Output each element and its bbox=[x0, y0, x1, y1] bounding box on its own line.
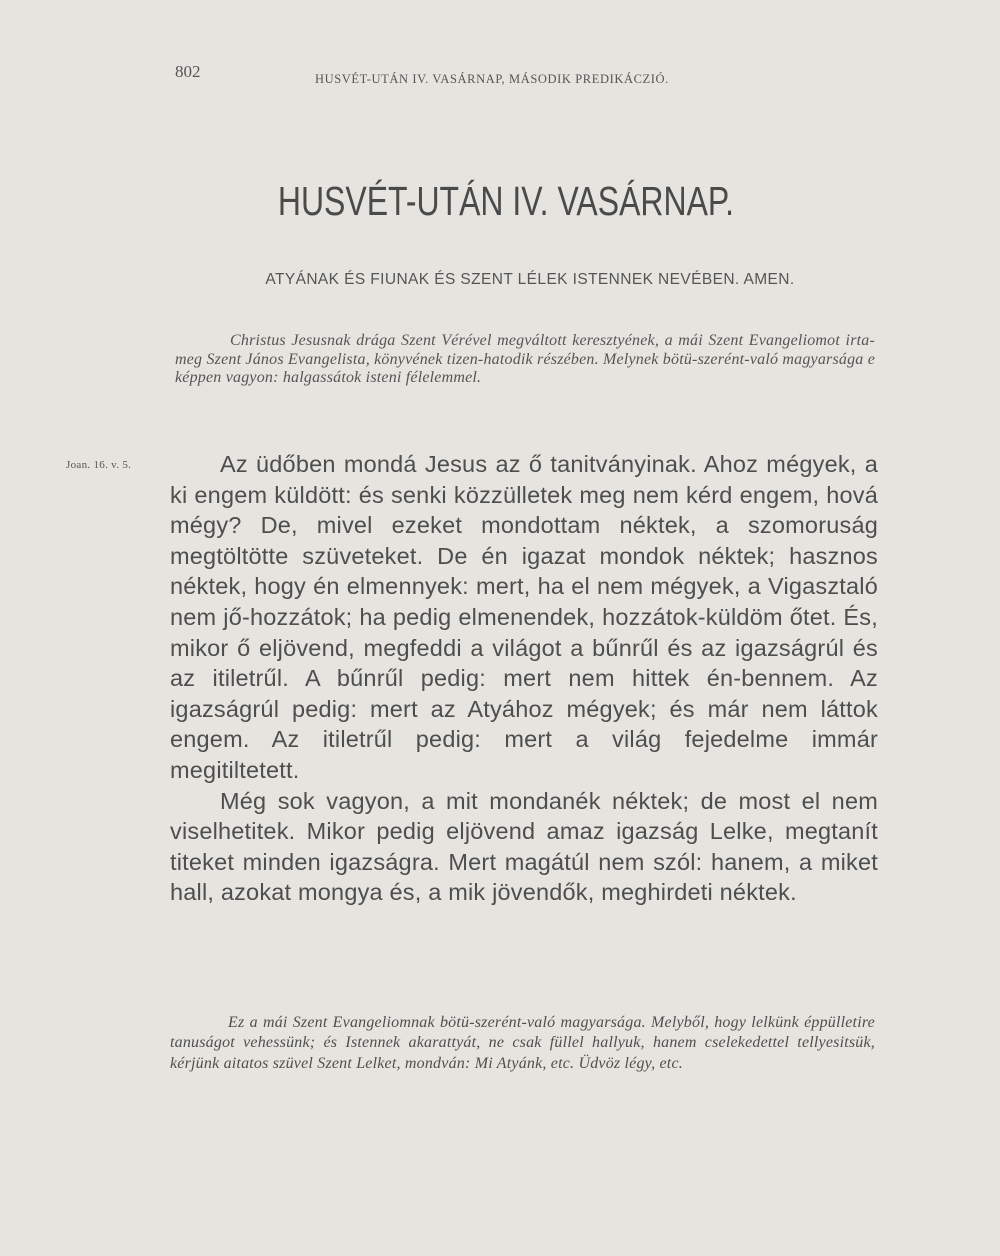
closing-paragraph: Ez a mái Szent Evangeliomnak bötü-szerént-való magyarsága. Melyből, hogy lelkünk éppülletire tanuságot vehessünk; és Istennek akarattyát, ne csak füllel hallyuk, hanem cselekedettel tellyesitsük, kérjünk aitatos szüvel Szent Lelket, mondván: Mi Atyánk, etc. Üdvöz légy, etc. bbox=[170, 1014, 875, 1072]
gospel-paragraph-1: Az üdőben mondá Jesus az ő tanitványinak. Ahoz mégyek, a ki engem küldött: és senki közzülletek meg nem kérd engem, hová mégy? De, mivel ezeket mondottam néktek, a szomoruság megtöltötte szüveteket. De én igazat mondok néktek; hasznos néktek, hogy én elmennyek: mert, ha el nem mégyek, a Vigasztaló nem jő-hozzátok; ha pedig elmenendek, hozzátok-küldöm őtet. És, mikor ő eljövend, megfeddi a világot a bűnrűl és az igazságrúl és az itiletrűl. A bűnrűl pedig: mert nem hittek én-bennem. Az igazságrúl pedig: mert az Atyához mégyek; és már nem láttok engem. Az itiletrűl pedig: mert a világ fejedelme immár megitiltetett. bbox=[170, 451, 878, 783]
page-number: 802 bbox=[175, 62, 201, 81]
invocation: ATYÁNAK ÉS FIUNAK ÉS SZENT LÉLEK ISTENNEK NEVÉBEN. AMEN. bbox=[265, 271, 795, 288]
running-head bbox=[175, 62, 875, 86]
page-title: HUSVÉT-UTÁN IV. VASÁRNAP. bbox=[277, 178, 735, 224]
gospel-text bbox=[170, 449, 878, 908]
gospel-paragraph-2: Még sok vagyon, a mit mondanék néktek; de most el nem viselhetitek. Mikor pedig eljövend amaz igazság Lelke, megtanít titeket minden igazságra. Mert magátúl nem szól: hanem, a miket hall, azokat mongya és, a mik jövendők, meghirdeti néktek. bbox=[170, 787, 878, 906]
running-title: HUSVÉT-UTÁN IV. VASÁRNAP, MÁSODIK PREDIKÁCZIÓ. bbox=[315, 72, 669, 86]
margin-reference: Joan. 16. v. 5. bbox=[66, 459, 132, 471]
intro-paragraph: Christus Jesusnak drága Szent Vérével megváltott keresztyének, a mái Szent Evangeliomot irta-meg Szent János Evangelista, könyvének tizen-hatodik részében. Melynek bötü-szerént-való magyarsága e képpen vagyon: halgassátok isteni félelemmel. bbox=[175, 332, 875, 387]
